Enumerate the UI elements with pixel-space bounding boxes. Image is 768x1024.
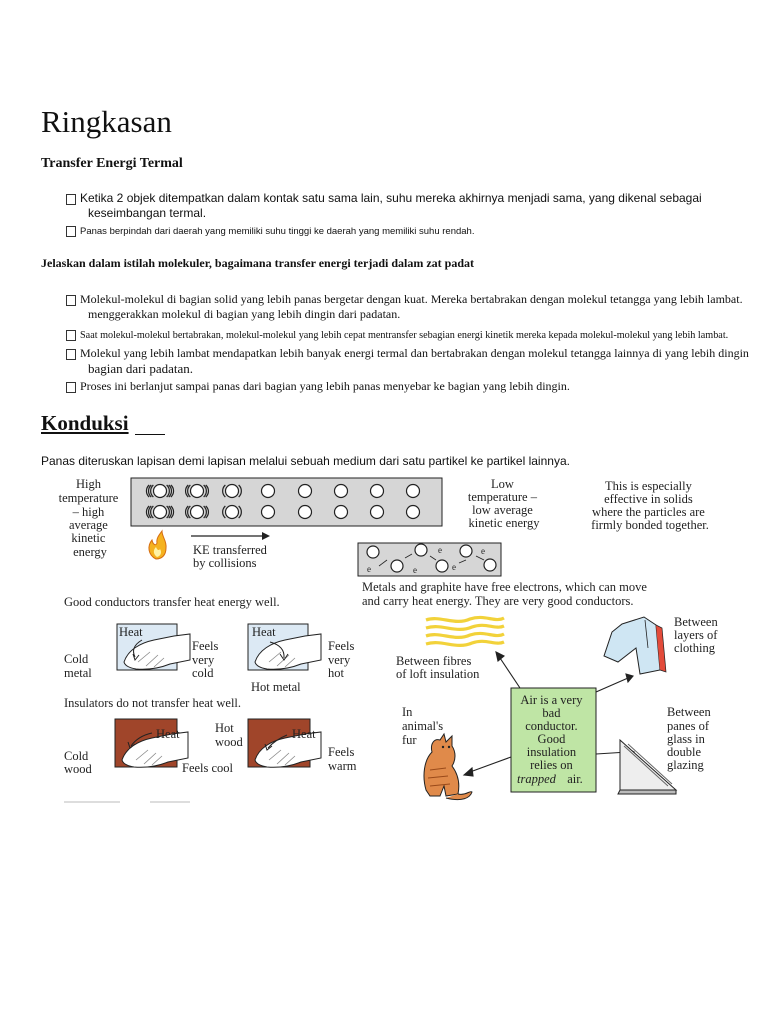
bullet-text-continued: bagian dari padatan. bbox=[88, 361, 194, 376]
bullet-text-continued: menggerakkan molekul di bagian yang lebih dingin dari padatan. bbox=[88, 307, 401, 321]
particle bbox=[154, 506, 167, 519]
particle bbox=[299, 506, 312, 519]
heat-label: Heat bbox=[119, 625, 143, 639]
good-conductors-label: Good conductors transfer heat energy well. bbox=[64, 595, 280, 609]
heat-label: Heat bbox=[252, 625, 276, 639]
particle bbox=[335, 506, 348, 519]
particle bbox=[262, 485, 275, 498]
cat-icon bbox=[424, 734, 472, 800]
bullet-text: Proses ini berlanjut sampai panas dari bagian yang lebih panas menyebar ke bagian yang lebih dingin. bbox=[80, 379, 570, 393]
flame-icon bbox=[149, 531, 166, 559]
electron-label: e bbox=[413, 565, 417, 575]
clothing-layers-icon bbox=[604, 617, 666, 674]
loft-insulation-label: Between fibres of loft insulation bbox=[396, 654, 480, 681]
heat-label: Heat bbox=[156, 727, 180, 741]
konduksi-intro: Panas diteruskan lapisan demi lapisan melalui sebuah medium dari satu partikel ke partikel lainnya. bbox=[41, 454, 570, 468]
feels-very-hot-label: Feels very hot bbox=[328, 639, 355, 680]
section-heading-molecular: Jelaskan dalam istilah molekuler, bagaimana transfer energi terjadi dalam zat padat bbox=[41, 256, 474, 270]
konduksi-heading: Konduksi bbox=[41, 411, 129, 435]
loft-insulation-fibres bbox=[426, 617, 504, 645]
particle bbox=[191, 506, 204, 519]
ke-transferred-label: KE transferred by collisions bbox=[193, 543, 267, 570]
air-bad-conductor-box bbox=[511, 688, 596, 792]
bullet-text-continued: keseimbangan termal. bbox=[88, 206, 207, 220]
ke-transfer-arrow bbox=[191, 532, 270, 540]
feels-cool-label: Feels cool bbox=[182, 761, 234, 775]
particle bbox=[371, 485, 384, 498]
free-electrons-box bbox=[358, 543, 501, 576]
electron-label: e bbox=[481, 546, 485, 556]
particle bbox=[335, 485, 348, 498]
feels-very-cold-label: Feels very cold bbox=[192, 639, 219, 680]
bullet-text: Ketika 2 objek ditempatkan dalam kontak satu sama lain, suhu mereka akhirnya menjadi sama, yang dikenal sebagai bbox=[80, 191, 702, 205]
solids-note: This is especially effective in solids where the particles are firmly bonded together. bbox=[591, 479, 709, 532]
animal-fur-label: In animal's fur bbox=[402, 705, 444, 747]
svg-text:Air is a very bad: Air is a very bad conductor. Good insulation relies on trapped air. bbox=[516, 693, 583, 786]
particle bbox=[226, 485, 239, 498]
bullet-text: Molekul-molekul di bagian solid yang lebih panas bergetar dengan kuat. Mereka bertabrakan dengan molekul tetangga yang lebih lambat. bbox=[80, 292, 743, 306]
electron-label: e bbox=[438, 545, 442, 555]
bullet-text: Molekul yang lebih lambat mendapatkan lebih banyak energi termal dan bertabrakan dengan molekul tetangga lainnya di yang lebih dingin bbox=[80, 346, 749, 360]
particle bbox=[299, 485, 312, 498]
feels-warm-label: Feels warm bbox=[328, 745, 357, 773]
particle bbox=[407, 485, 420, 498]
bullet-text: Saat molekul-molekul bertabrakan, molekul-molekul yang lebih cepat mentransfer sebagian energi kinetik mereka kepada molekul-molekul yang lebih lambat. bbox=[80, 330, 729, 341]
particle-bar bbox=[131, 478, 442, 526]
electron-label: e bbox=[367, 564, 371, 574]
particle bbox=[371, 506, 384, 519]
cold-metal-label: Cold metal bbox=[64, 652, 92, 680]
particle bbox=[226, 506, 239, 519]
hot-metal-label: Hot metal bbox=[251, 680, 301, 694]
particle bbox=[262, 506, 275, 519]
page-title: Ringkasan bbox=[41, 104, 172, 139]
low-temperature-label: Low temperature – low average kinetic energy bbox=[467, 477, 540, 530]
insulators-label: Insulators do not transfer heat well. bbox=[64, 696, 242, 710]
hot-wood-label: Hot wood bbox=[215, 721, 243, 749]
heat-label: Heat bbox=[292, 727, 316, 741]
section-heading-thermal-transfer: Transfer Energi Termal bbox=[41, 156, 183, 171]
bullet-text: Panas berpindah dari daerah yang memiliki suhu tinggi ke daerah yang memiliki suhu rendah. bbox=[80, 226, 475, 237]
double-glazing-label: Between panes of glass in double glazing bbox=[667, 705, 711, 772]
particle bbox=[154, 485, 167, 498]
particle bbox=[191, 485, 204, 498]
electron-label: e bbox=[452, 562, 456, 572]
cold-wood-label: Cold wood bbox=[64, 749, 92, 776]
high-temperature-label: High temperature – high average kinetic energy bbox=[58, 477, 119, 559]
particle bbox=[407, 506, 420, 519]
metals-note: Metals and graphite have free electrons, which can move and carry heat energy. They are very good conductors. bbox=[362, 580, 647, 608]
clothing-label: Between layers of clothing bbox=[674, 615, 718, 655]
